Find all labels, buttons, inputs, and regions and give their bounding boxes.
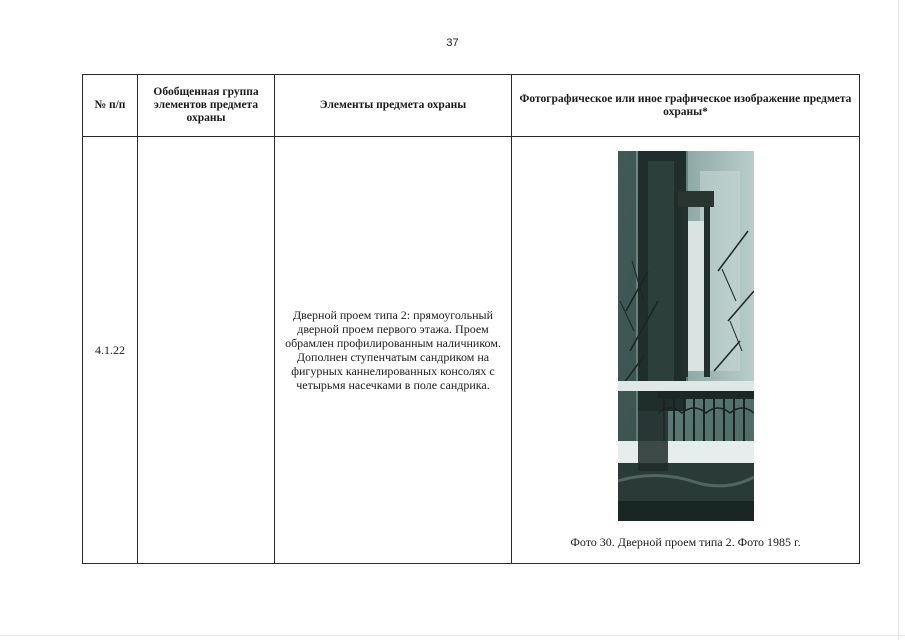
door-photo bbox=[618, 151, 754, 521]
table-row bbox=[83, 137, 860, 564]
header-photo: Фотографическое или иное графическое изображение предмета охраны* bbox=[512, 75, 860, 137]
page-number: 37 bbox=[446, 37, 459, 49]
header-elements: Элементы предмета охраны bbox=[275, 75, 512, 137]
row-photo-cell bbox=[512, 137, 860, 564]
photo-caption: Фото 30. Дверной проем типа 2. Фото 1985 г. bbox=[570, 535, 801, 549]
row-elements-description: Дверной проем типа 2: прямоугольный дверной проем первого этажа. Проем обрамлен профилированным наличником. Дополнен ступенчатым сандриком на фигурных каннелированных консолях с четырьмя насечками в поле сандрика. bbox=[275, 137, 512, 564]
row-group bbox=[138, 137, 275, 564]
page-edge bbox=[0, 635, 905, 636]
table-header-row bbox=[83, 75, 860, 137]
page-edge bbox=[898, 0, 899, 640]
header-number: № п/п bbox=[83, 75, 138, 137]
row-number: 4.1.22 bbox=[83, 137, 138, 564]
header-group: Обобщенная группа элементов предмета охраны bbox=[138, 75, 275, 137]
protection-table bbox=[82, 74, 860, 564]
